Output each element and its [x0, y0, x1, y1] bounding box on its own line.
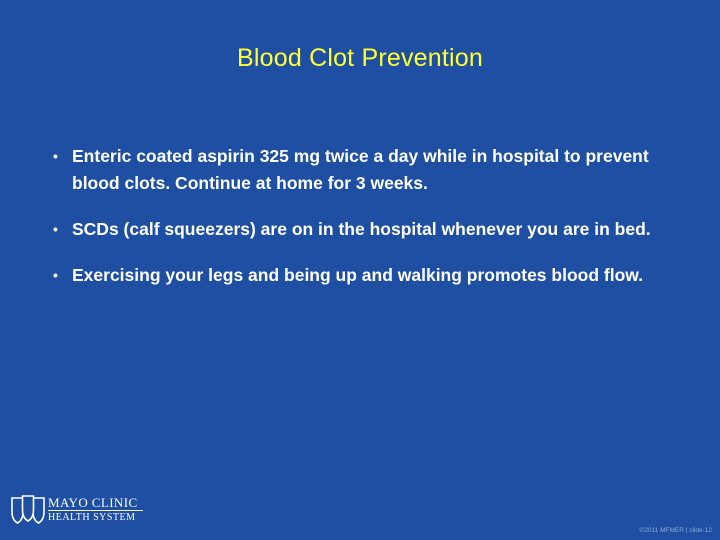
bullet-icon: •	[53, 267, 58, 283]
bullet-text: SCDs (calf squeezers) are on in the hospital whenever you are in bed.	[72, 219, 651, 239]
bullet-item	[50, 143, 680, 197]
logo-divider	[48, 510, 143, 511]
bullet-list	[50, 143, 680, 308]
slide-title: Blood Clot Prevention	[236, 44, 483, 72]
mayo-shields-icon	[10, 494, 46, 526]
bullet-item	[50, 216, 680, 243]
bullet-text: Enteric coated aspirin 325 mg twice a day while in hospital to prevent blood clots. Continue at home for 3 weeks.	[72, 146, 649, 193]
slide-footer: ©2011 MFMER | slide-12	[639, 527, 712, 534]
logo-text-mayo-clinic: MAYO CLINIC	[48, 495, 138, 510]
bullet-icon: •	[53, 148, 58, 164]
logo-text-health-system: HEALTH SYSTEM	[48, 512, 136, 523]
bullet-icon: •	[53, 221, 58, 237]
bullet-item	[50, 262, 680, 289]
mayo-clinic-logo	[10, 494, 145, 528]
bullet-text: Exercising your legs and being up and walking promotes blood flow.	[72, 265, 644, 285]
